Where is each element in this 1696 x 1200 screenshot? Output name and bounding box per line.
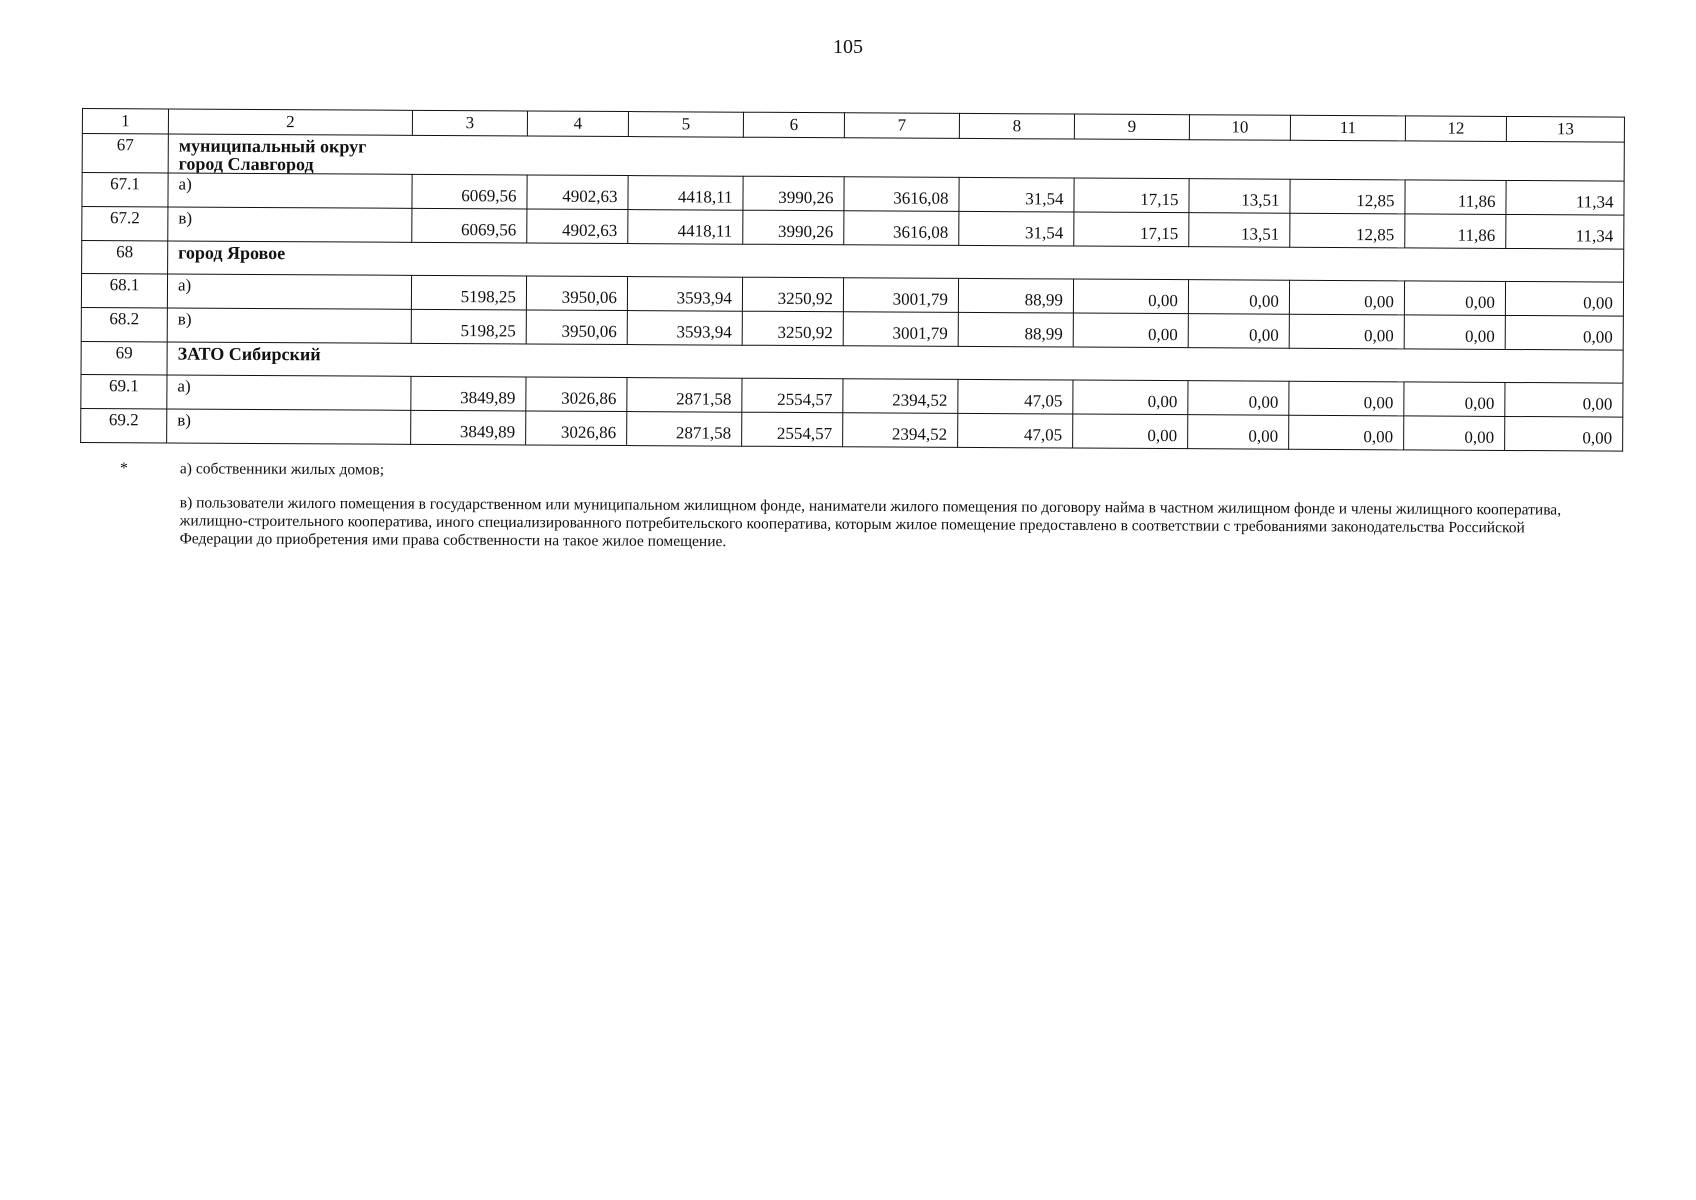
- value-cell: 2394,52: [843, 379, 958, 414]
- value-cell: 0,00: [1073, 414, 1188, 449]
- column-number: 7: [844, 113, 959, 139]
- value-cell: 0,00: [1188, 280, 1289, 315]
- value-cell: 6069,56: [412, 208, 527, 243]
- value-cell: 12,85: [1290, 179, 1405, 214]
- value-cell: 3001,79: [843, 278, 958, 313]
- value-cell: 4418,11: [628, 176, 743, 211]
- value-cell: 3026,86: [526, 377, 627, 412]
- column-number: 8: [959, 113, 1074, 139]
- value-cell: 5198,25: [411, 309, 526, 344]
- row-code: 69.1: [81, 374, 167, 408]
- value-cell: 3593,94: [627, 311, 742, 346]
- value-cell: 0,00: [1188, 314, 1289, 349]
- value-cell: 0,00: [1505, 382, 1623, 417]
- value-cell: 2871,58: [627, 412, 742, 447]
- column-number: 10: [1189, 115, 1290, 141]
- value-cell: 3616,08: [844, 177, 959, 212]
- tariff-table: [80, 108, 1625, 452]
- value-cell: 0,00: [1404, 416, 1505, 451]
- value-cell: 0,00: [1404, 281, 1505, 316]
- value-cell: 3950,06: [526, 276, 627, 311]
- row-label: в): [168, 207, 412, 242]
- value-cell: 0,00: [1073, 380, 1188, 415]
- value-cell: 3616,08: [844, 211, 959, 246]
- row-code: 68.2: [81, 307, 167, 341]
- value-cell: 31,54: [959, 177, 1074, 212]
- row-label: в): [167, 308, 411, 343]
- value-cell: 17,15: [1074, 178, 1189, 213]
- row-code: 68.1: [81, 274, 167, 308]
- row-label: а): [168, 173, 412, 208]
- value-cell: 0,00: [1289, 280, 1404, 315]
- column-number: 12: [1405, 116, 1506, 142]
- value-cell: 0,00: [1505, 416, 1623, 451]
- table-row: [81, 408, 1623, 451]
- value-cell: 3849,89: [411, 376, 526, 411]
- row-code: 67.2: [82, 207, 168, 241]
- column-number: 1: [82, 109, 168, 134]
- value-cell: 11,34: [1506, 214, 1624, 249]
- column-number: 11: [1290, 115, 1405, 141]
- value-cell: 5198,25: [411, 275, 526, 310]
- value-cell: 2554,57: [742, 378, 843, 413]
- value-cell: 0,00: [1505, 281, 1623, 316]
- value-cell: 0,00: [1289, 415, 1404, 450]
- value-cell: 31,54: [959, 211, 1074, 246]
- value-cell: 0,00: [1188, 415, 1289, 450]
- value-cell: 0,00: [1404, 382, 1505, 417]
- value-cell: 13,51: [1189, 213, 1290, 248]
- value-cell: 6069,56: [412, 174, 527, 209]
- value-cell: 17,15: [1074, 212, 1189, 247]
- value-cell: 3593,94: [627, 277, 742, 312]
- row-label: в): [167, 409, 411, 444]
- value-cell: 0,00: [1404, 315, 1505, 350]
- row-code: 69.2: [81, 408, 167, 442]
- group-title: ЗАТО Сибирский: [167, 342, 1623, 383]
- value-cell: 3250,92: [742, 311, 843, 346]
- column-number: 2: [168, 109, 412, 135]
- value-cell: 0,00: [1505, 315, 1623, 350]
- value-cell: 4902,63: [527, 209, 628, 244]
- column-number: 3: [412, 110, 527, 136]
- value-cell: 3849,89: [411, 410, 526, 445]
- column-number: 9: [1074, 114, 1189, 140]
- value-cell: 2394,52: [843, 413, 958, 448]
- value-cell: 0,00: [1188, 381, 1289, 416]
- value-cell: 11,86: [1405, 214, 1506, 249]
- value-cell: 3026,86: [526, 411, 627, 446]
- group-code: 67: [82, 134, 168, 173]
- value-cell: 3990,26: [743, 210, 844, 245]
- value-cell: 2554,57: [742, 412, 843, 447]
- value-cell: 0,00: [1073, 313, 1188, 348]
- value-cell: 4418,11: [628, 210, 743, 245]
- value-cell: 47,05: [958, 413, 1073, 448]
- value-cell: 3990,26: [743, 176, 844, 211]
- footnote-mark: *: [119, 460, 128, 478]
- value-cell: 47,05: [958, 379, 1073, 414]
- value-cell: 12,85: [1290, 213, 1405, 248]
- column-number: 5: [628, 112, 743, 138]
- group-code: 68: [82, 241, 168, 274]
- value-cell: 3001,79: [843, 312, 958, 347]
- value-cell: 88,99: [958, 278, 1073, 313]
- group-code: 69: [81, 341, 167, 374]
- column-number: 6: [743, 112, 844, 138]
- row-code: 67.1: [82, 173, 168, 207]
- column-number: 4: [527, 111, 628, 137]
- group-title: город Яровое: [168, 241, 1624, 282]
- group-title: муниципальный округ город Славгород: [168, 134, 1624, 181]
- value-cell: 3950,06: [526, 310, 627, 345]
- value-cell: 13,51: [1189, 179, 1290, 214]
- footnote-a: [120, 460, 1570, 486]
- value-cell: 88,99: [958, 312, 1073, 347]
- value-cell: 2871,58: [627, 378, 742, 413]
- footnotes: [120, 460, 1570, 556]
- value-cell: 3250,92: [742, 277, 843, 312]
- value-cell: 0,00: [1289, 314, 1404, 349]
- footnote-b-text: в) пользователи жилого помещения в государственном или муниципальном жилищном фонде, наниматели жилого помещения по договору найма в частном жилищном фонде и члены жилищного кооператива, жилищно-строительного кооператива, иного специализированного потребительского кооператива, которым жилое помещение предоставлено в соответствии с требованиями законодательства Российской Федерации до приобретения ими права собственности на такое жилое помещение.: [179, 494, 1562, 551]
- value-cell: 0,00: [1073, 279, 1188, 314]
- page-number: 105: [833, 36, 863, 58]
- value-cell: 4902,63: [527, 175, 628, 210]
- footnote-a-text: а) собственники жилых домов;: [179, 460, 385, 479]
- value-cell: 11,34: [1506, 180, 1624, 215]
- row-label: а): [167, 375, 411, 410]
- value-cell: 0,00: [1289, 381, 1404, 416]
- value-cell: 11,86: [1405, 180, 1506, 215]
- row-label: а): [167, 274, 411, 309]
- column-number: 13: [1506, 116, 1624, 142]
